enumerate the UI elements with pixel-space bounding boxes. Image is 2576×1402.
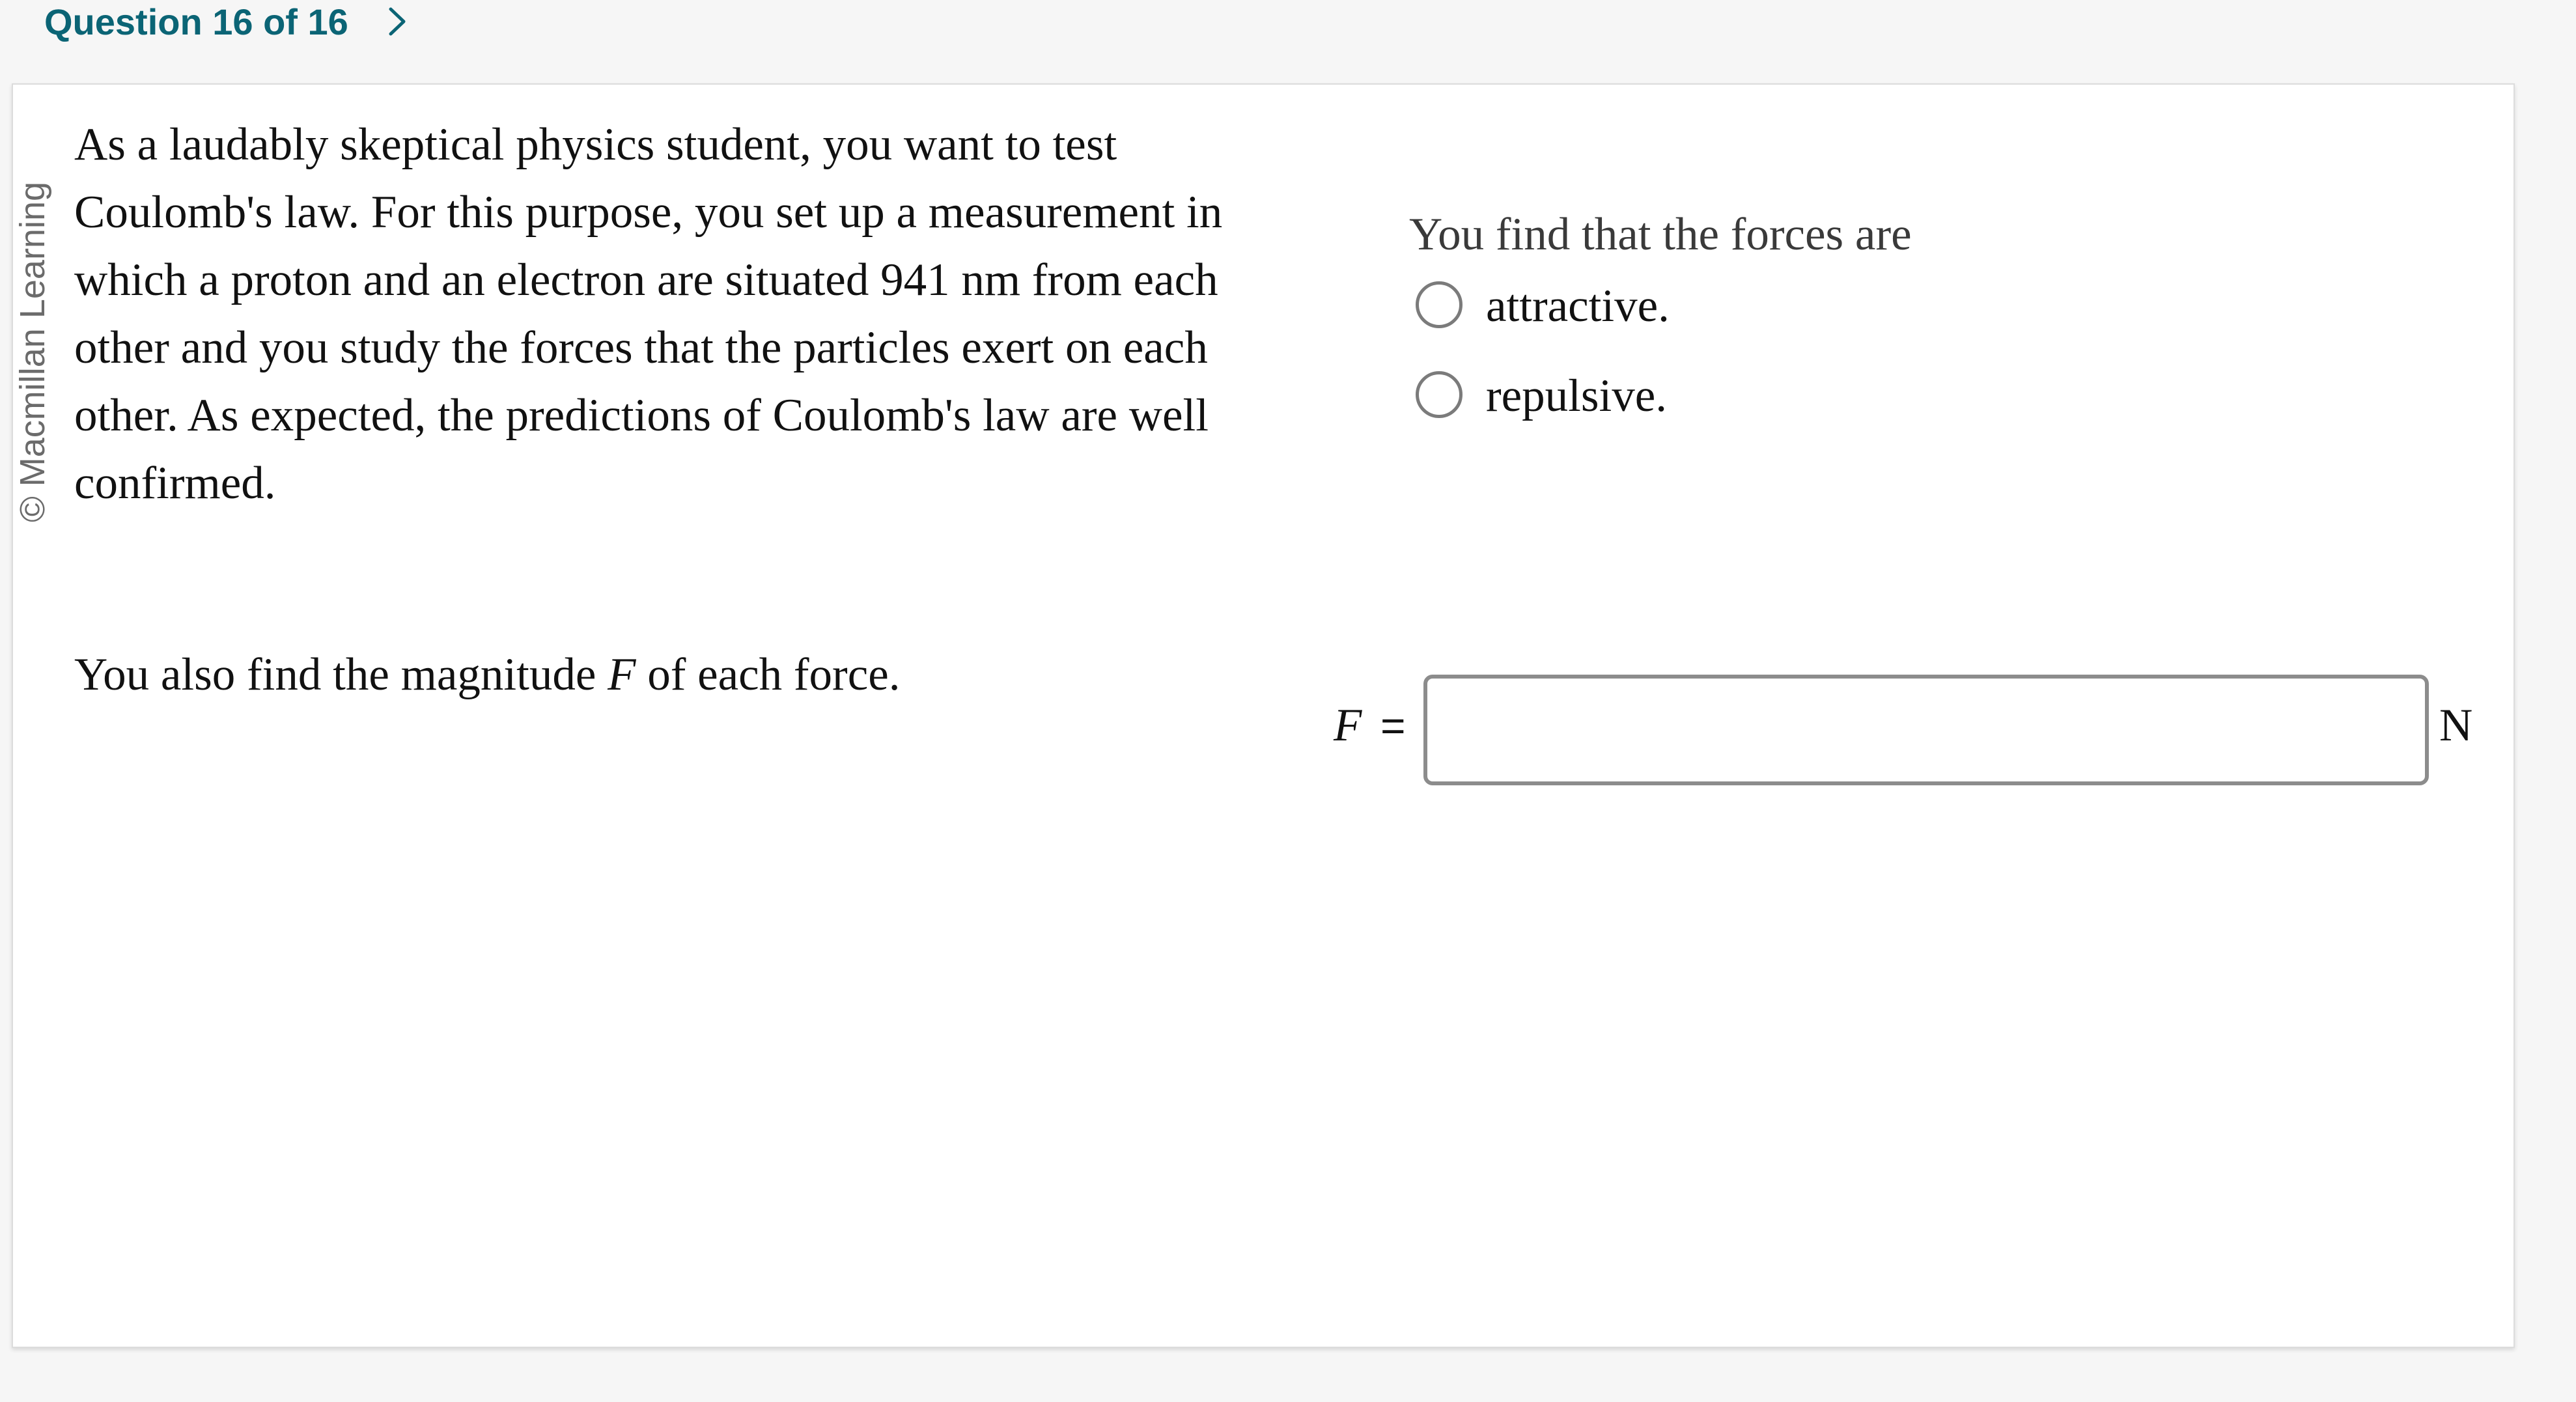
magnitude-variable: F [608,649,636,700]
unit-label: N [2439,700,2473,751]
option-label-attractive[interactable]: attractive. [1486,281,1670,331]
option-label-repulsive[interactable]: repulsive. [1486,371,1668,421]
magnitude-statement [74,643,900,706]
radio-repulsive[interactable] [1416,371,1463,418]
forces-prompt: You find that the forces are [1409,209,1912,260]
next-question-button[interactable] [382,3,414,40]
force-variable-label: F [1334,700,1362,751]
question-counter[interactable]: Question 16 of 16 [44,1,348,42]
magnitude-prefix: You also find the magnitude [74,649,608,700]
magnitude-suffix: of each force. [636,649,901,700]
question-nav-bar [0,0,2576,72]
equals-sign: = [1380,701,1406,750]
chevron-right-icon [382,3,414,40]
force-answer-input[interactable] [1423,675,2429,785]
copyright-watermark: © Macmillan Learning [13,181,52,522]
page-footer-strip [0,1361,2576,1402]
radio-attractive[interactable] [1416,281,1463,328]
problem-statement: As a laudably skeptical physics student, you want to test Coulomb's law. For this purpose, you set up a measurement in which a proton and an electron are situated 941 nm from each other and you study the forces that the particles exert on each other. As expected, the predictions of Coulomb's law are well confirmed. [74,119,1223,509]
